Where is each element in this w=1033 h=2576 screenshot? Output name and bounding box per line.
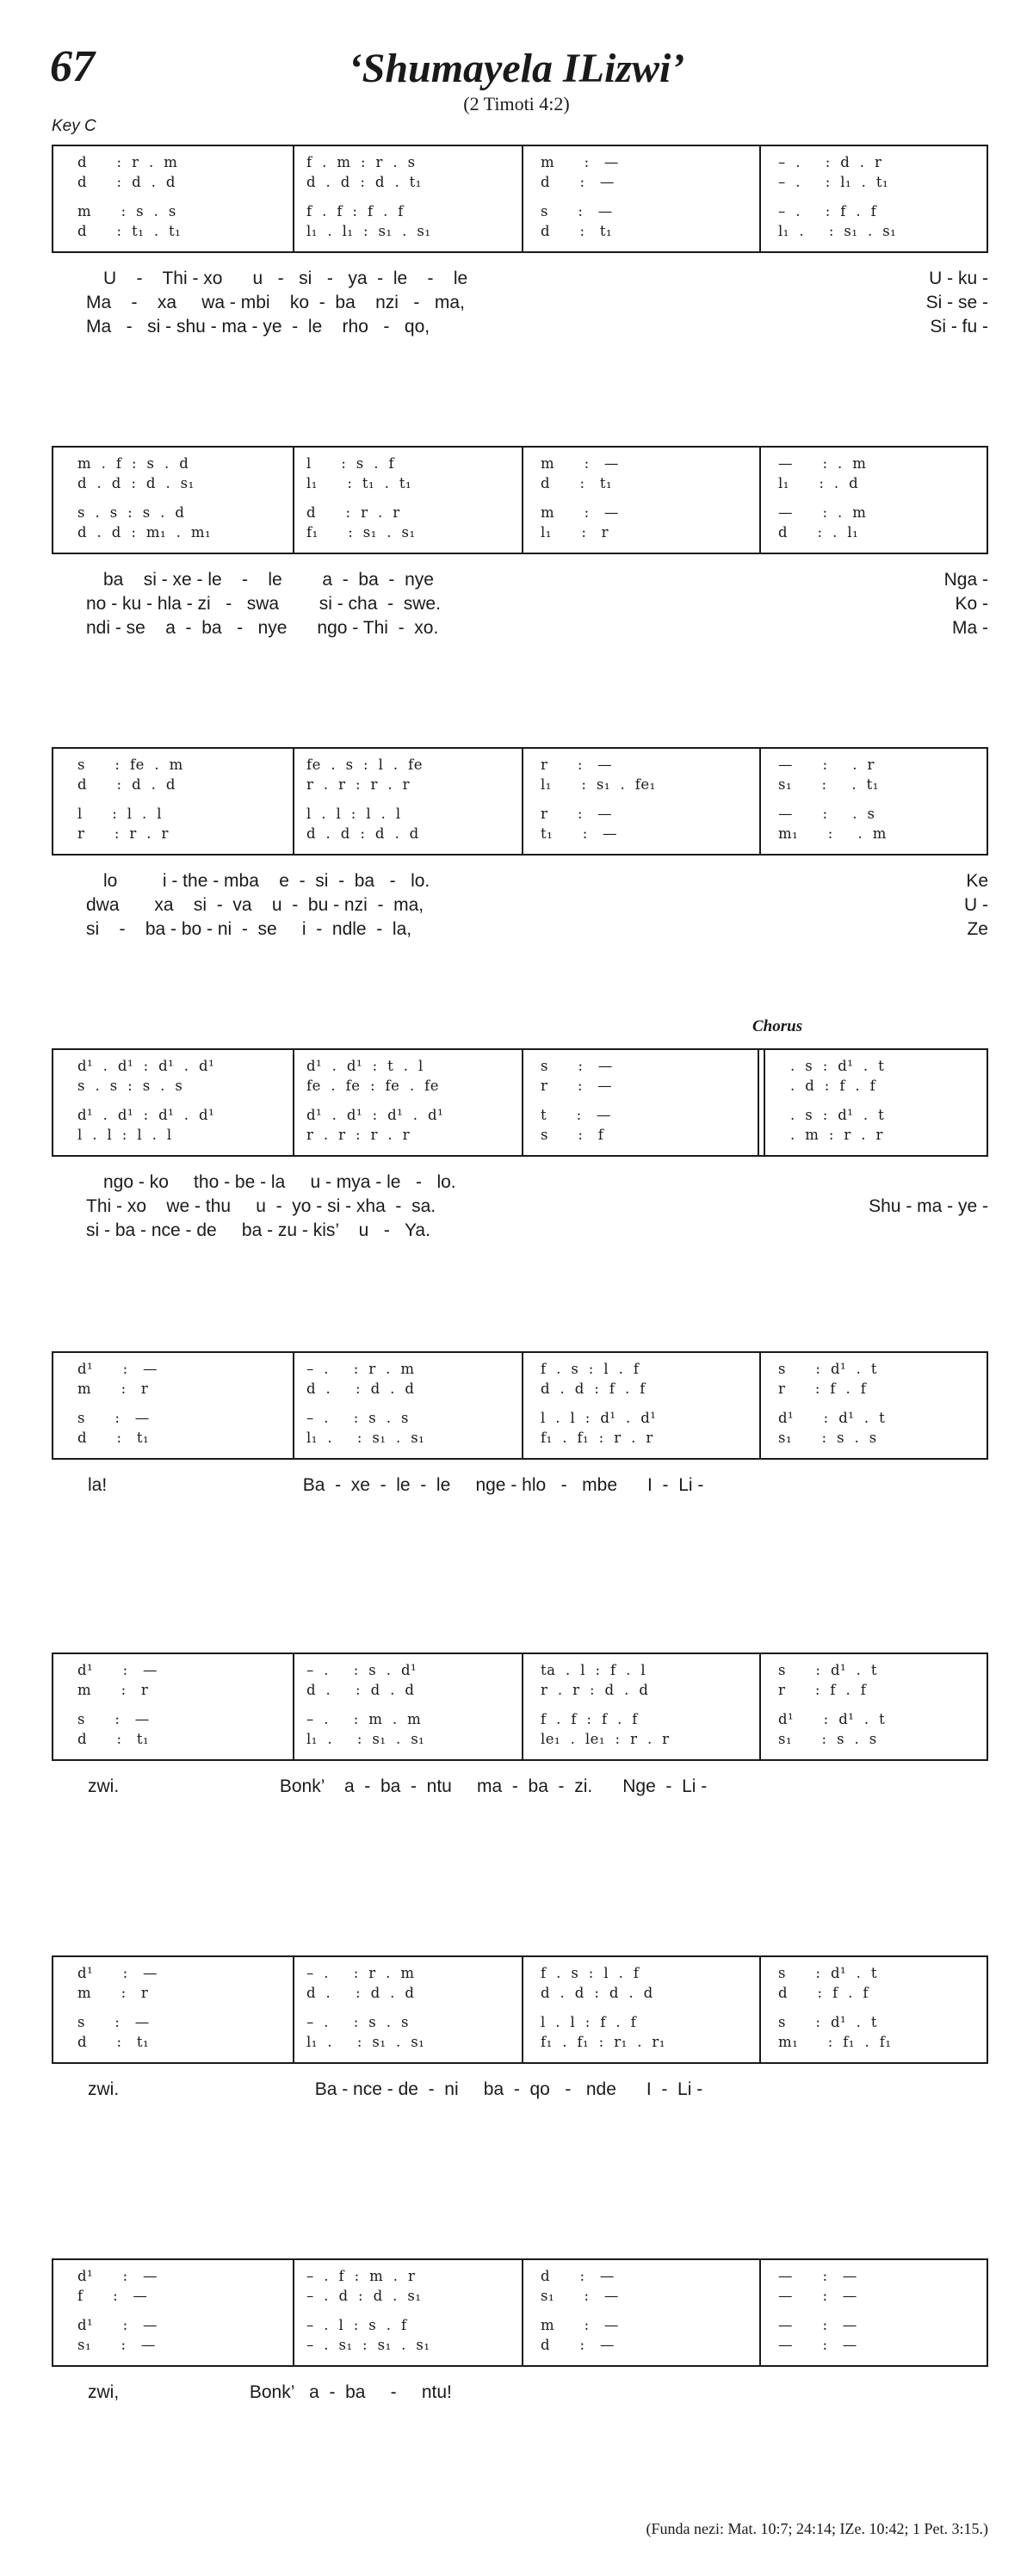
solfa-part-2: d : d . d <box>77 776 176 793</box>
hymn-title: ‘Shumayela ILizwi’ <box>348 46 685 91</box>
solfa-part-1: m : — <box>541 154 619 170</box>
lyrics-block-2 <box>52 568 988 640</box>
lyric-line <box>52 2381 988 2405</box>
solfa-part-2: d : — <box>541 174 615 190</box>
lyric-text: Ma - xa wa - mbi ko - ba nzi - ma, <box>86 293 465 312</box>
solfa-part-2: s₁ : — <box>541 2288 619 2304</box>
solfa-part-2: – . d : d . s₁ <box>306 2288 422 2304</box>
lyric-text: zwi. Ba - nce - de - ni ba - qo - nde I - Li - <box>88 2079 703 2099</box>
solfa-part-1: d : — <box>541 2268 615 2284</box>
bar-line <box>293 1654 294 1759</box>
solfa-part-4: f₁ . f₁ : r . r <box>541 1430 653 1446</box>
lyrics-block-1 <box>52 267 988 339</box>
solfa-part-4: r : r . r <box>77 825 169 842</box>
music-system-6 <box>52 1652 988 1761</box>
solfa-part-1: f . s : l . f <box>541 1965 640 1981</box>
solfa-part-4: – . s₁ : s₁ . s₁ <box>306 2337 430 2353</box>
solfa-part-3: l . l : l . l <box>306 806 401 822</box>
lyric-text: ndi - se a - ba - nye ngo - Thi - xo. <box>86 618 439 638</box>
solfa-part-1: m : — <box>541 455 619 472</box>
solfa-part-1: s : d¹ . t <box>778 1361 878 1377</box>
lyric-line <box>52 568 988 592</box>
solfa-part-3: d¹ . d¹ : d¹ . d¹ <box>306 1107 444 1123</box>
music-system-5 <box>52 1351 988 1460</box>
solfa-part-4: l₁ . : s₁ . s₁ <box>778 223 897 239</box>
solfa-part-4: d : t₁ <box>77 1731 150 1747</box>
solfa-part-3: d¹ . d¹ : d¹ . d¹ <box>77 1107 215 1123</box>
solfa-part-2: d : d . d <box>77 174 176 190</box>
solfa-part-1: d¹ . d¹ : t . l <box>306 1058 424 1074</box>
solfa-part-2: m : r <box>77 1682 149 1698</box>
solfa-part-1: d¹ : — <box>77 1662 158 1678</box>
bar-line <box>522 1654 523 1759</box>
solfa-part-1: l : s . f <box>306 455 395 472</box>
lyric-text: lo i - the - mba e - si - ba - lo. <box>103 871 430 891</box>
music-system-1 <box>52 145 988 253</box>
solfa-part-1: d : r . m <box>77 154 178 170</box>
bar-line <box>759 448 761 553</box>
solfa-part-3: – . : s . s <box>306 1410 409 1426</box>
lyric-line <box>52 616 988 640</box>
lyric-pickup: Si - se - <box>925 293 988 312</box>
solfa-part-1: d¹ : — <box>77 1361 158 1377</box>
solfa-part-2: — : — <box>778 2288 857 2304</box>
lyric-text: zwi. Bonk’ a - ba - ntu ma - ba - zi. Nge - Li - <box>88 1776 708 1796</box>
solfa-part-2: d . : d . d <box>306 1381 415 1397</box>
solfa-part-2: l₁ : t₁ . t₁ <box>306 475 412 491</box>
solfa-part-4: m₁ : f₁ . f₁ <box>778 2034 892 2050</box>
solfa-part-4: s₁ : — <box>77 2337 156 2353</box>
chorus-label: Chorus <box>752 1017 803 1035</box>
lyric-line <box>52 2078 988 2102</box>
solfa-part-4: l₁ . : s₁ . s₁ <box>306 1731 425 1747</box>
solfa-part-3: — : . m <box>778 504 867 521</box>
lyric-text: zwi, Bonk’ a - ba - ntu! <box>88 2382 452 2402</box>
lyrics-block-6 <box>52 1775 988 1799</box>
solfa-part-3: l : l . l <box>77 806 163 822</box>
bar-line <box>759 1957 761 2062</box>
solfa-part-2: d . d : d . t₁ <box>306 174 422 190</box>
bar-line <box>293 2260 294 2365</box>
solfa-part-3: s : — <box>77 1711 150 1727</box>
music-system-4 <box>52 1048 988 1157</box>
solfa-part-3: r : — <box>541 806 613 822</box>
double-bar-line <box>758 1050 765 1155</box>
bar-line <box>522 146 523 251</box>
solfa-part-4: l₁ . l₁ : s₁ . s₁ <box>306 223 431 239</box>
solfa-part-4: s : f <box>541 1127 604 1143</box>
solfa-part-2: s . s : s . s <box>77 1078 183 1094</box>
solfa-part-3: d¹ : d¹ . t <box>778 1410 886 1426</box>
solfa-part-3: s : — <box>541 203 613 219</box>
solfa-part-1: – . : r . m <box>306 1965 415 1981</box>
solfa-part-2: fe . fe : fe . fe <box>306 1078 439 1094</box>
key-signature: Key C <box>52 117 96 135</box>
music-system-2 <box>52 446 988 554</box>
solfa-part-1: s : — <box>541 1058 613 1074</box>
solfa-part-3: m : — <box>541 2317 619 2333</box>
solfa-part-3: m : s . s <box>77 203 176 219</box>
solfa-part-4: t₁ : — <box>541 825 618 842</box>
solfa-part-3: — : . s <box>778 806 875 822</box>
solfa-part-2: d . : d . d <box>306 1682 415 1698</box>
solfa-part-1: d¹ : — <box>77 2268 158 2284</box>
solfa-part-3: – . : f . f <box>778 203 877 219</box>
solfa-part-1: d¹ : — <box>77 1965 158 1981</box>
lyric-text: la! Ba - xe - le - le nge - hlo - mbe I - Li - <box>88 1475 704 1495</box>
lyric-line <box>52 869 988 893</box>
lyric-text: dwa xa si - va u - bu - nzi - ma, <box>86 895 424 915</box>
bar-line <box>522 1050 523 1155</box>
solfa-part-1: s : d¹ . t <box>778 1965 878 1981</box>
solfa-part-1: f . s : l . f <box>541 1361 640 1377</box>
lyric-line <box>52 1775 988 1799</box>
solfa-part-2: – . : l₁ . t₁ <box>778 174 889 190</box>
lyric-line <box>52 917 988 942</box>
solfa-part-4: d : t₁ . t₁ <box>77 223 182 239</box>
lyric-line <box>52 1171 988 1195</box>
solfa-part-3: d¹ : — <box>77 2317 158 2333</box>
lyric-line <box>52 1473 988 1498</box>
lyric-pickup: Ma - <box>952 618 988 638</box>
solfa-part-4: l₁ : r <box>541 524 609 541</box>
solfa-part-1: s : fe . m <box>77 757 183 773</box>
lyric-pickup: U - ku - <box>929 269 988 288</box>
solfa-part-4: d : t₁ <box>541 223 613 239</box>
bar-line <box>522 2260 523 2365</box>
solfa-part-4: — : — <box>778 2337 857 2353</box>
lyric-text: si - ba - bo - ni - se i - ndle - la, <box>86 919 412 939</box>
lyric-pickup: Ko - <box>955 594 988 614</box>
bar-line <box>759 749 761 854</box>
solfa-part-1: — : . r <box>778 757 875 773</box>
lyric-line <box>52 1219 988 1243</box>
solfa-part-2: r . r : d . d <box>541 1682 649 1698</box>
music-system-7 <box>52 1955 988 2064</box>
solfa-part-2: r : f . f <box>778 1381 867 1397</box>
footer-references: (Funda nezi: Mat. 10:7; 24:14; IZe. 10:42; 1 Pet. 3:15.) <box>646 2520 988 2537</box>
bar-line <box>759 1654 761 1759</box>
bar-line <box>522 1957 523 2062</box>
solfa-part-1: — : — <box>778 2268 857 2284</box>
lyric-text: Ma - si - shu - ma - ye - le rho - qo, <box>86 317 430 337</box>
solfa-part-3: – . l : s . f <box>306 2317 407 2333</box>
solfa-part-1: – . : d . r <box>778 154 882 170</box>
solfa-part-4: . m : r . r <box>790 1127 883 1143</box>
solfa-part-2: d . : d . d <box>306 1985 415 2001</box>
solfa-part-3: — : — <box>778 2317 857 2333</box>
solfa-part-2: d : f . f <box>778 1985 869 2001</box>
solfa-part-1: — : . m <box>778 455 867 472</box>
solfa-part-2: m : r <box>77 1381 149 1397</box>
bar-line <box>293 1050 294 1155</box>
solfa-part-2: d . d : d . s₁ <box>77 475 195 491</box>
solfa-part-1: fe . s : l . fe <box>306 757 423 773</box>
solfa-part-3: s : — <box>77 1410 150 1426</box>
music-system-8 <box>52 2258 988 2367</box>
solfa-part-1: s : d¹ . t <box>778 1662 878 1678</box>
solfa-part-2: . d : f . f <box>790 1078 876 1094</box>
bar-line <box>293 448 294 553</box>
solfa-part-3: d : r . r <box>306 504 400 521</box>
solfa-part-3: . s : d¹ . t <box>790 1107 885 1123</box>
solfa-part-2: r : f . f <box>778 1682 867 1698</box>
solfa-part-1: – . : r . m <box>306 1361 415 1377</box>
solfa-part-4: d : . l₁ <box>778 524 859 541</box>
solfa-part-4: m₁ : . m <box>778 825 887 842</box>
solfa-part-3: s : — <box>77 2014 150 2030</box>
solfa-part-4: d . d : d . d <box>306 825 419 842</box>
solfa-part-2: f : — <box>77 2288 148 2304</box>
lyric-pickup: U - <box>964 895 988 915</box>
solfa-part-2: r : — <box>541 1078 613 1094</box>
solfa-part-3: – . : m . m <box>306 1711 422 1727</box>
lyric-pickup: Nga - <box>943 570 988 590</box>
lyric-pickup: Ke <box>966 871 988 891</box>
bar-line <box>759 2260 761 2365</box>
solfa-part-4: d : t₁ <box>77 2034 150 2050</box>
lyric-line <box>52 267 988 291</box>
bar-line <box>293 146 294 251</box>
solfa-part-2: d : t₁ <box>541 475 613 491</box>
solfa-part-1: m . f : s . d <box>77 455 189 472</box>
bar-line <box>759 146 761 251</box>
bar-line <box>293 749 294 854</box>
solfa-part-2: d . d : d . d <box>541 1985 653 2001</box>
lyric-pickup: Shu - ma - ye - <box>869 1196 988 1216</box>
bar-line <box>759 1353 761 1458</box>
solfa-part-1: – . f : m . r <box>306 2268 416 2284</box>
solfa-part-1: d¹ . d¹ : d¹ . d¹ <box>77 1058 215 1074</box>
solfa-part-1: ta . l : f . l <box>541 1662 646 1678</box>
hymn-number: 67 <box>50 42 95 91</box>
lyric-text: U - Thi - xo u - si - ya - le - le <box>103 269 468 288</box>
lyric-line <box>52 893 988 917</box>
solfa-part-3: m : — <box>541 504 619 521</box>
bar-line <box>293 1957 294 2062</box>
lyric-text: ngo - ko tho - be - la u - mya - le - lo. <box>103 1172 456 1192</box>
solfa-part-4: l . l : l . l <box>77 1127 172 1143</box>
solfa-part-4: s₁ : s . s <box>778 1731 877 1747</box>
solfa-part-2: l₁ : . d <box>778 475 859 491</box>
lyric-text: si - ba - nce - de ba - zu - kis’ u - Ya. <box>86 1220 430 1240</box>
solfa-part-1: – . : s . d¹ <box>306 1662 418 1678</box>
lyric-line <box>52 315 988 339</box>
lyric-pickup: Si - fu - <box>930 317 988 337</box>
lyric-line <box>52 592 988 616</box>
bar-line <box>522 1353 523 1458</box>
solfa-part-4: le₁ . le₁ : r . r <box>541 1731 670 1747</box>
bar-line <box>293 1353 294 1458</box>
solfa-part-1: f . m : r . s <box>306 154 416 170</box>
bar-line <box>522 749 523 854</box>
solfa-part-1: r : — <box>541 757 613 773</box>
solfa-part-4: s₁ : s . s <box>778 1430 877 1446</box>
solfa-part-3: l . l : d¹ . d¹ <box>541 1410 657 1426</box>
solfa-part-4: d : — <box>541 2337 615 2353</box>
solfa-part-3: s . s : s . d <box>77 504 185 521</box>
solfa-part-4: f₁ . f₁ : r₁ . r₁ <box>541 2034 665 2050</box>
solfa-part-2: m : r <box>77 1985 149 2001</box>
solfa-part-4: r . r : r . r <box>306 1127 411 1143</box>
solfa-part-2: s₁ : . t₁ <box>778 776 879 793</box>
music-system-3 <box>52 747 988 856</box>
solfa-part-3: l . l : f . f <box>541 2014 637 2030</box>
lyrics-block-5 <box>52 1473 988 1498</box>
solfa-part-2: d . d : f . f <box>541 1381 646 1397</box>
solfa-part-3: – . : s . s <box>306 2014 409 2030</box>
solfa-part-3: f . f : f . f <box>306 203 404 219</box>
solfa-part-4: l₁ . : s₁ . s₁ <box>306 2034 425 2050</box>
solfa-part-2: l₁ : s₁ . fe₁ <box>541 776 656 793</box>
solfa-part-4: d . d : m₁ . m₁ <box>77 524 212 541</box>
solfa-part-4: d : t₁ <box>77 1430 150 1446</box>
lyrics-block-4 <box>52 1171 988 1243</box>
lyric-pickup: Ze <box>967 919 988 939</box>
solfa-part-3: t : — <box>541 1107 611 1123</box>
lyrics-block-8 <box>52 2381 988 2405</box>
solfa-part-3: f . f : f . f <box>541 1711 638 1727</box>
solfa-part-3: d¹ : d¹ . t <box>778 1711 886 1727</box>
lyric-text: no - ku - hla - zi - swa si - cha - swe. <box>86 594 441 614</box>
scripture-reference: (2 Timoti 4:2) <box>463 93 570 114</box>
bar-line <box>522 448 523 553</box>
solfa-part-4: f₁ : s₁ . s₁ <box>306 524 416 541</box>
lyrics-block-7 <box>52 2078 988 2102</box>
lyric-text: ba si - xe - le - le a - ba - nye <box>103 570 434 590</box>
solfa-part-4: l₁ . : s₁ . s₁ <box>306 1430 425 1446</box>
lyrics-block-3 <box>52 869 988 942</box>
lyric-line <box>52 291 988 315</box>
solfa-part-1: . s : d¹ . t <box>790 1058 885 1074</box>
lyric-text: Thi - xo we - thu u - yo - si - xha - sa. <box>86 1196 436 1216</box>
solfa-part-2: r . r : r . r <box>306 776 411 793</box>
lyric-line <box>52 1195 988 1219</box>
solfa-part-3: s : d¹ . t <box>778 2014 878 2030</box>
